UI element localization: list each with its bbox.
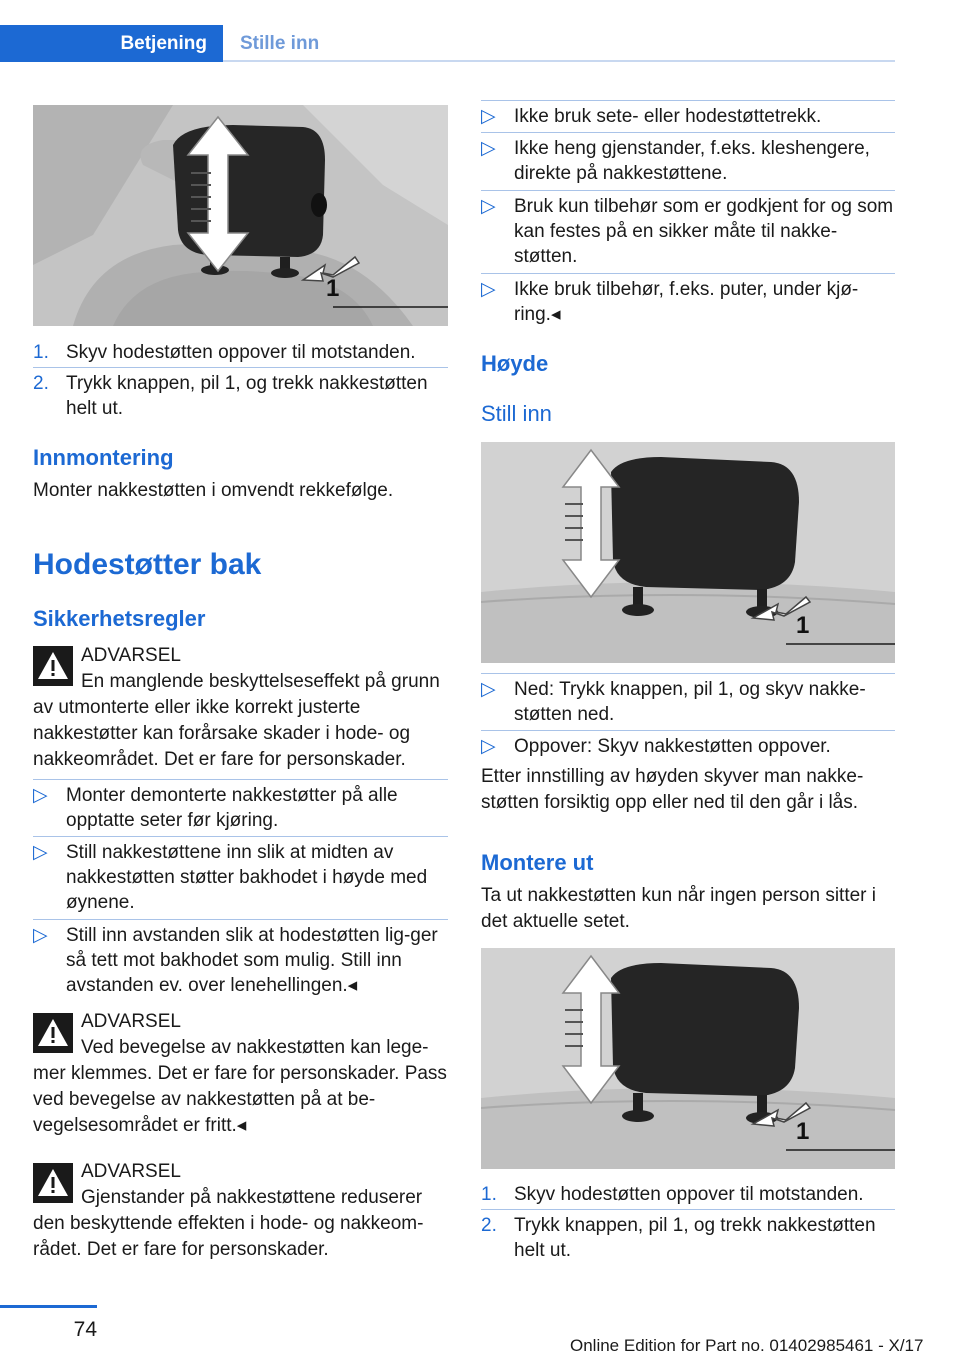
- warning-title: ADVARSEL: [81, 645, 181, 666]
- list-item: [481, 194, 895, 269]
- page-heading: Hodestøtter bak: [33, 548, 262, 581]
- tab-betjening[interactable]: [0, 25, 223, 62]
- list-item: [33, 783, 448, 833]
- header-rule: [223, 60, 895, 62]
- list-item: [481, 104, 895, 129]
- step-number: 1.: [481, 1184, 497, 1205]
- triangle-right-icon: ▷: [33, 925, 48, 946]
- triangle-right-icon: ▷: [481, 679, 496, 700]
- triangle-right-icon: ▷: [481, 279, 496, 300]
- divider: [33, 836, 448, 837]
- tab-betjening-label: Betjening: [120, 32, 207, 54]
- triangle-right-icon: ▷: [33, 842, 48, 863]
- warning-title: ADVARSEL: [81, 1011, 181, 1032]
- step-number: 1.: [33, 342, 49, 363]
- remove-text: Ta ut nakkestøtten kun når ingen person sitter i det aktuelle setet.: [481, 885, 876, 932]
- divider: [33, 779, 448, 780]
- list-item: [481, 136, 895, 186]
- tab-stille-inn-label: Stille inn: [240, 33, 320, 54]
- bullet-text: Ikke heng gjenstander, f.eks. kleshengere, direkte på nakkestøttene.: [514, 138, 870, 184]
- section-heading-innmontering: Innmontering: [33, 445, 174, 470]
- triangle-right-icon: ▷: [33, 785, 48, 806]
- callout-1: 1: [796, 1118, 810, 1145]
- divider: [481, 1209, 895, 1210]
- section-heading-still-inn: Still inn: [481, 401, 552, 426]
- section-heading-sikkerhetsregler: Sikkerhetsregler: [33, 606, 206, 631]
- triangle-right-icon: ▷: [481, 736, 496, 757]
- step-text: Skyv hodestøtten oppover til motstanden.: [514, 1184, 864, 1205]
- warning-body: Gjenstander på nakkestøttene reduserer den beskyttende effekten i hode- og nakkeom-rådet. Det er fare for personskader.: [33, 1187, 424, 1260]
- warning-body: Ved bevegelse av nakkestøtten kan lege-mer klemmes. Det er fare for personskader. Pass ved bevegelse av nakkestøtten på at be-vegelsesområdet er fritt.◂: [33, 1037, 447, 1136]
- divider: [33, 919, 448, 920]
- list-item: [33, 340, 448, 365]
- tab-stille-inn[interactable]: [240, 25, 319, 62]
- divider: [481, 190, 895, 191]
- section-heading-hoyde: Høyde: [481, 351, 549, 376]
- step-number: 2.: [33, 373, 49, 394]
- bullet-text: Still inn avstanden slik at hodestøtten lig-ger så tett mot bakhodet som mulig. Still inn avstanden ev. over lenehellingen.◂: [66, 925, 438, 996]
- divider: [481, 100, 895, 101]
- adjust-text: Etter innstilling av høyden skyver man nakke-støtten forsiktig opp eller ned til den går i lås.: [481, 766, 864, 813]
- divider: [481, 730, 895, 731]
- list-item: [481, 677, 895, 727]
- install-text: Monter nakkestøtten i omvendt rekkefølge.: [33, 480, 394, 501]
- list-item: [481, 1213, 895, 1263]
- step-text: Trykk knappen, pil 1, og trekk nakkestøtten helt ut.: [66, 373, 428, 419]
- triangle-right-icon: ▷: [481, 196, 496, 217]
- front-headrest-figure: [33, 105, 448, 326]
- bullet-text: Ikke bruk tilbehør, f.eks. puter, under kjø-ring.◂: [514, 279, 859, 325]
- bullet-text: Ikke bruk sete- eller hodestøttetrekk.: [514, 106, 822, 127]
- list-item: [481, 734, 895, 759]
- divider: [481, 273, 895, 274]
- rear-headrest-adjust-figure: [481, 442, 895, 663]
- list-item: [33, 371, 448, 421]
- callout-1: 1: [796, 612, 810, 639]
- divider: [481, 132, 895, 133]
- step-text: Skyv hodestøtten oppover til motstanden.: [66, 342, 416, 363]
- warning-title: ADVARSEL: [81, 1161, 181, 1182]
- step-text: Trykk knappen, pil 1, og trekk nakkestøtten helt ut.: [514, 1215, 876, 1261]
- edition-text: Online Edition for Part no. 01402985461 - X/17: [570, 1336, 924, 1355]
- triangle-right-icon: ▷: [481, 106, 496, 127]
- list-item: [33, 923, 448, 998]
- triangle-right-icon: ▷: [481, 138, 496, 159]
- footer-rule: [0, 1305, 97, 1308]
- divider: [481, 673, 895, 674]
- bullet-text: Bruk kun tilbehør som er godkjent for og som kan festes på en sikker måte til nakke-støtten.: [514, 196, 894, 267]
- page-number: 74: [73, 1318, 97, 1341]
- list-item: [481, 1182, 895, 1207]
- bullet-text: Still nakkestøttene inn slik at midten av nakkestøtten støtter bakhodet i høyde med øynene.: [66, 842, 428, 913]
- rear-headrest-remove-figure: [481, 948, 895, 1169]
- warning-body: En manglende beskyttelseseffekt på grunn av utmonterte eller ikke korrekt justerte nakkestøtter kan forårsake skader i hode- og nakkeområdet. Det er fare for personskader.: [33, 671, 440, 770]
- bullet-text: Oppover: Skyv nakkestøtten oppover.: [514, 736, 831, 757]
- list-item: [33, 840, 448, 915]
- bullet-text: Monter demonterte nakkestøtter på alle opptatte seter før kjøring.: [66, 785, 398, 831]
- step-number: 2.: [481, 1215, 497, 1236]
- header-bar: [0, 0, 960, 62]
- section-heading-montere-ut: Montere ut: [481, 850, 594, 875]
- callout-1: 1: [326, 275, 340, 302]
- divider: [33, 367, 448, 368]
- list-item: [481, 277, 895, 327]
- bullet-text: Ned: Trykk knappen, pil 1, og skyv nakke-støtten ned.: [514, 679, 866, 725]
